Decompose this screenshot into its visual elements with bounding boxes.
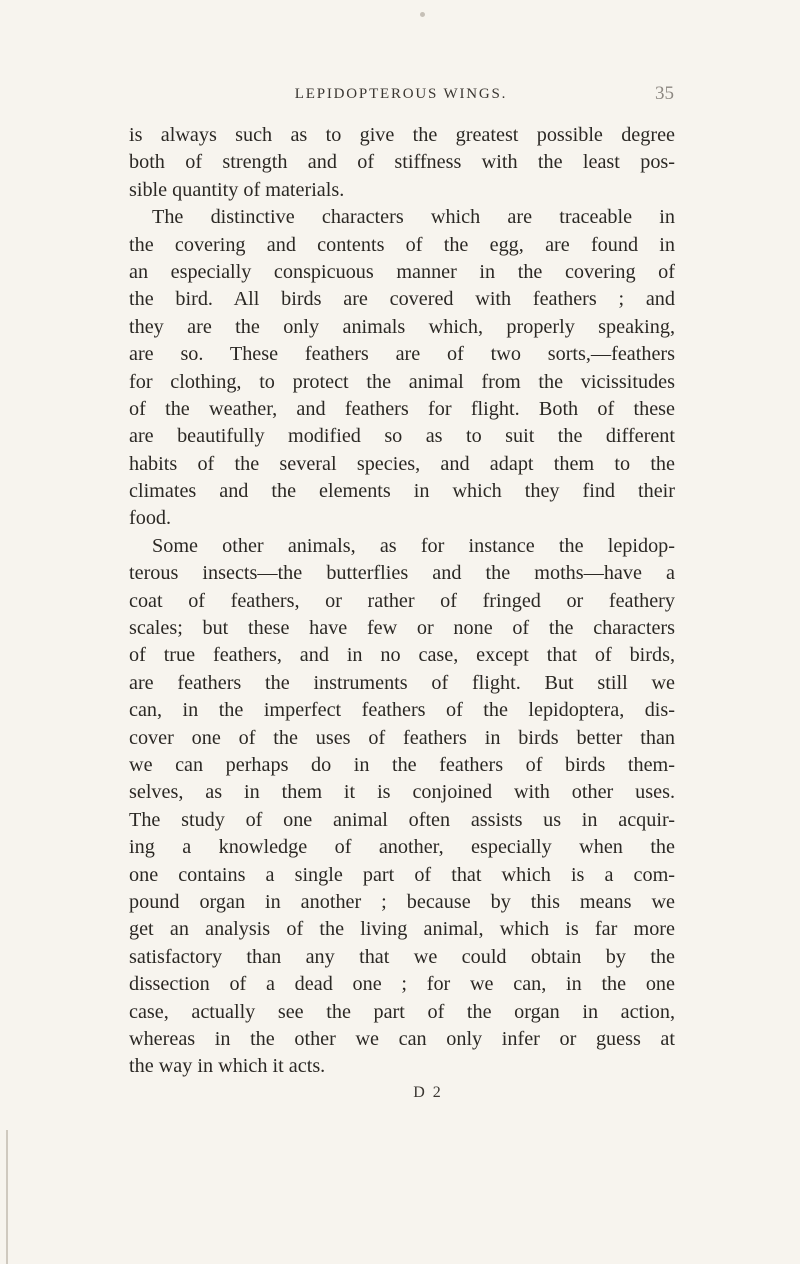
page-number: 35 bbox=[655, 83, 674, 104]
text-line: both of strength and of stiffness with the least pos- bbox=[129, 151, 675, 174]
text-line: The distinctive characters which are traceable in bbox=[152, 206, 675, 229]
text-line: sible quantity of materials. bbox=[129, 178, 345, 201]
text-line: dissection of a dead one ; for we can, in the one bbox=[129, 973, 675, 996]
text-line: food. bbox=[129, 507, 172, 530]
text-line: selves, as in them it is conjoined with other uses. bbox=[129, 781, 675, 804]
text-line: ing a knowledge of another, especially when the bbox=[129, 836, 675, 859]
text-line: of the weather, and feathers for flight. Both of these bbox=[129, 397, 675, 420]
text-line: for clothing, to protect the animal from the vicissitudes bbox=[129, 370, 675, 393]
text-line: the bird. All birds are covered with feathers ; and bbox=[129, 288, 675, 311]
text-line: scales; but these have few or none of the characters bbox=[129, 617, 675, 640]
text-line: Some other animals, as for instance the lepidop- bbox=[152, 534, 675, 557]
text-line: The study of one animal often assists us in acquir- bbox=[129, 808, 675, 831]
text-line: we can perhaps do in the feathers of birds them- bbox=[129, 753, 675, 776]
text-line: one contains a single part of that which is a com- bbox=[129, 863, 675, 886]
text-line: are feathers the instruments of flight. But still we bbox=[129, 671, 675, 694]
text-line: whereas in the other we can only infer or guess at bbox=[129, 1027, 675, 1050]
text-line: habits of the several species, and adapt them to the bbox=[129, 452, 675, 475]
text-line: pound organ in another ; because by this means we bbox=[129, 890, 675, 913]
text-line: coat of feathers, or rather of fringed or feathery bbox=[129, 589, 675, 612]
text-line: terous insects—the butterflies and the moths—have a bbox=[129, 562, 675, 585]
text-line: an especially conspicuous manner in the covering of bbox=[129, 260, 675, 283]
signature-mark bbox=[0, 1084, 800, 1102]
running-head bbox=[128, 83, 674, 112]
text-line: they are the only animals which, properly speaking, bbox=[129, 315, 675, 338]
text-line: satisfactory than any that we could obtain by the bbox=[129, 945, 675, 968]
body-text bbox=[129, 122, 675, 1081]
text-line: are beautifully modified so as to suit the different bbox=[129, 425, 675, 448]
text-line: cover one of the uses of feathers in birds better than bbox=[129, 726, 675, 749]
text-line: case, actually see the part of the organ in action, bbox=[129, 1000, 675, 1023]
running-title: LEPIDOPTEROUS WINGS. bbox=[294, 86, 508, 102]
ink-speck bbox=[420, 12, 425, 17]
text-line: the way in which it acts. bbox=[129, 1055, 326, 1078]
text-line: climates and the elements in which they find their bbox=[129, 480, 675, 503]
text-line: can, in the imperfect feathers of the lepidoptera, dis- bbox=[129, 699, 675, 722]
signature-text: D 2 bbox=[413, 1084, 443, 1101]
text-line: are so. These feathers are of two sorts,—feathers bbox=[129, 343, 675, 366]
text-line: get an analysis of the living animal, which is far more bbox=[129, 918, 675, 941]
text-line: is always such as to give the greatest possible degree bbox=[129, 124, 675, 146]
page-edge-shadow bbox=[6, 1130, 8, 1264]
text-line: the covering and contents of the egg, are found in bbox=[129, 233, 675, 256]
text-line: of true feathers, and in no case, except that of birds, bbox=[129, 644, 675, 667]
